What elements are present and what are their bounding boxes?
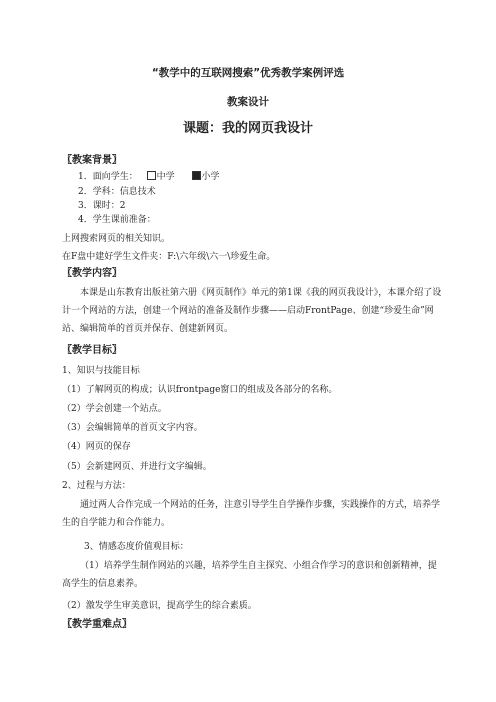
option-primary-school: [192, 172, 220, 182]
attitude-paragraph-2: （2）激发学生审美意识，提高学生的综合素质。: [62, 601, 257, 611]
goal-item-4: （4）网页的保存: [62, 442, 131, 452]
document-subtitle: 教案设计: [227, 96, 269, 108]
attitude-paragraph-1: （1）培养学生制作网站的兴趣，培养学生自主探究、小组合作学习的意识和创新精神，提高学生的信息素养。: [62, 561, 437, 589]
option-middle-school: [147, 172, 178, 182]
goal-item-5: （5）会新建网页、并进行文字编辑。: [62, 462, 212, 472]
heading-goals: 〖教学目标〗: [62, 345, 122, 356]
goal-item-1: （1）了解网页的构成；认识frontpage窗口的组成及各部分的名称。: [62, 385, 338, 395]
document-title: “教学中的互联网搜索”优秀教学案例评选: [151, 67, 345, 79]
goal-section-3: 3、情感态度价值观目标：: [84, 542, 189, 552]
student-level-line: [78, 171, 220, 183]
heading-content: 〖教学内容〗: [62, 268, 122, 279]
goal-item-2: （2）学会创建一个站点。: [62, 404, 167, 414]
prep-item-1: 上网搜索网页的相关知识。: [62, 234, 171, 244]
goal-section-1: 1、知识与技能目标: [62, 366, 140, 376]
student-level-label: 1．面向学生：: [78, 172, 138, 182]
content-paragraph: 本课是山东教育出版社第六册《网页制作》单元的第1课《我的网页我设计》，本课介绍了设计一个网站的方法，创建一个网站的准备及制作步骤——启动FrontPage、创建“珍爱生命”网站、编辑简单的首页并保存、创建新网页。: [62, 288, 442, 334]
prep-line: 4．学生课前准备：: [78, 215, 156, 225]
subject-line: 2．学科：信息技术: [78, 187, 156, 197]
lesson-title: 课题：我的网页我设计: [182, 121, 313, 136]
checkbox-primary-checked-icon: [192, 171, 201, 180]
goal-item-3: （3）会编辑简单的首页文字内容。: [62, 423, 203, 433]
heading-background: 〖教案背景〗: [62, 155, 122, 166]
goal-section-2: 2、过程与方法：: [62, 481, 131, 491]
prep-item-2: 在F盘中建好学生文件夹：F:\六年级\六一\珍爱生命。: [62, 252, 276, 262]
period-line: 3．课时：2: [78, 201, 126, 211]
option-primary-label: 小学: [201, 172, 220, 182]
process-paragraph: 通过两人合作完成一个网站的任务，注意引导学生自学操作步骤，实践操作的方式，培养学生的自学能力和合作能力。: [62, 500, 441, 528]
checkbox-middle-icon: [147, 171, 156, 180]
option-middle-label: 中学: [156, 172, 175, 182]
heading-keypoints: 〖教学重难点〗: [62, 619, 132, 630]
